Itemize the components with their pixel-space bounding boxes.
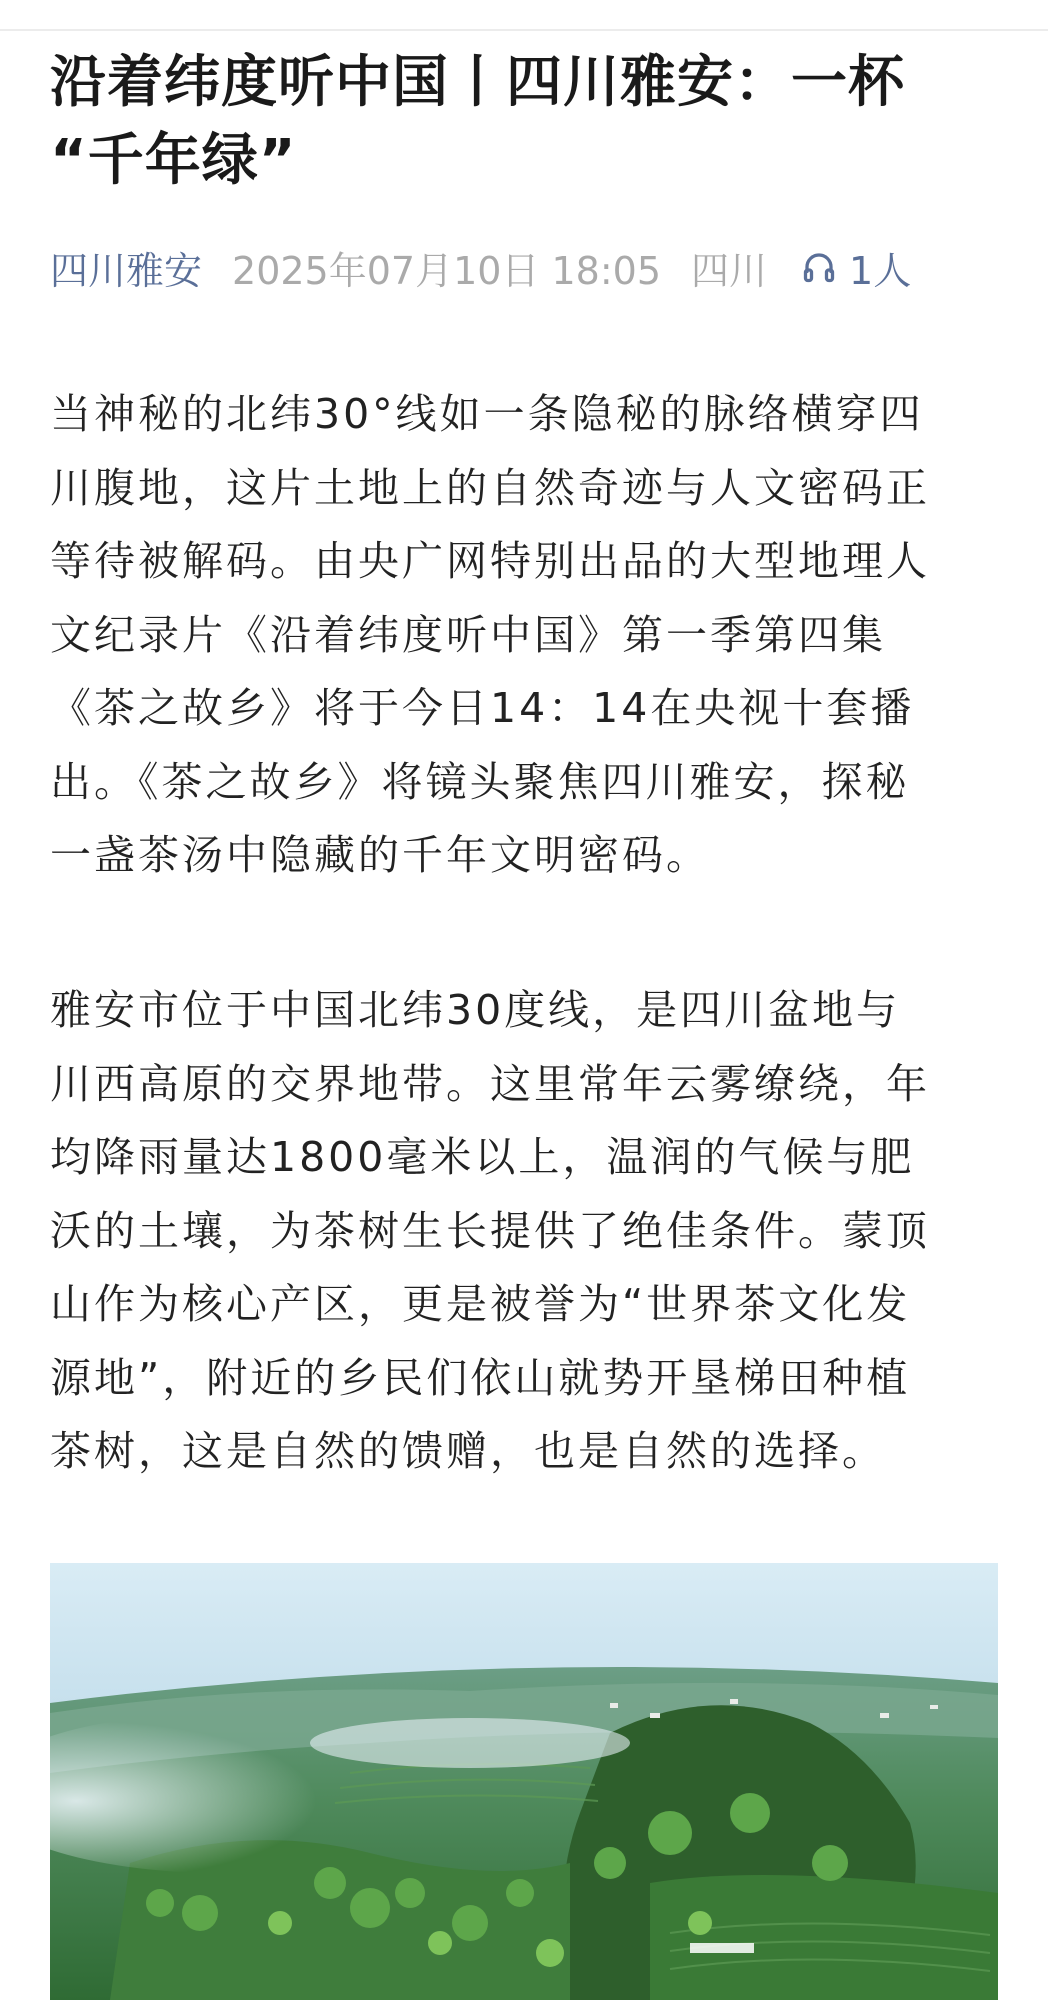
paragraph-line: 文纪录片《沿着纬度听中国》第一季第四集 (50, 610, 886, 659)
tea-terraces-photo (50, 1563, 998, 2000)
listener-count: 1人 (849, 248, 912, 293)
paragraph-line: 川腹地，这片土地上的自然奇迹与人文密码正 (50, 463, 930, 512)
paragraph-line: 川西高原的交界地带。这里常年云雾缭绕，年 (50, 1059, 930, 1108)
publish-datetime: 2025年07月10日 18:05 (232, 248, 662, 293)
paragraph-line: 雅安市位于中国北纬30度线，是四川盆地与 (50, 986, 901, 1034)
article-paragraph-1 (50, 378, 1010, 893)
article-title (50, 44, 1010, 200)
article-title-line-1: 沿着纬度听中国丨四川雅安：一杯 (50, 50, 905, 115)
top-divider (0, 29, 1048, 31)
paragraph-line: 《茶之故乡》将于今日14：14在央视十套播 (50, 684, 915, 732)
source-account-link[interactable]: 四川雅安 (50, 248, 203, 293)
headphones-icon (801, 249, 837, 285)
article-paragraph-2 (50, 974, 1010, 1489)
paragraph-line: 等待被解码。由央广网特别出品的大型地理人 (50, 537, 930, 585)
paragraph-line: 沃的土壤，为茶树生长提供了绝佳条件。蒙顶 (50, 1206, 930, 1255)
paragraph-line: 出。《茶之故乡》将镜头聚焦四川雅安，探秘 (50, 757, 910, 806)
listen-button[interactable] (801, 240, 911, 295)
paragraph-line: 源地”，附近的乡民们依山就势开垦梯田种植 (50, 1353, 911, 1402)
paragraph-line: 茶树，这是自然的馈赠，也是自然的选择。 (50, 1427, 886, 1475)
article-title-line-2: “千年绿” (50, 128, 297, 193)
paragraph-line: 山作为核心产区，更是被誉为“世界茶文化发 (50, 1280, 911, 1328)
paragraph-line: 一盏茶汤中隐藏的千年文明密码。 (50, 831, 710, 879)
article-meta (50, 242, 911, 292)
article-image[interactable] (50, 1563, 998, 2000)
paragraph-line: 均降雨量达1800毫米以上，温润的气候与肥 (50, 1133, 915, 1181)
region-label: 四川 (691, 248, 768, 293)
paragraph-line: 当神秘的北纬30°线如一条隐秘的脉络横穿四 (50, 390, 924, 438)
